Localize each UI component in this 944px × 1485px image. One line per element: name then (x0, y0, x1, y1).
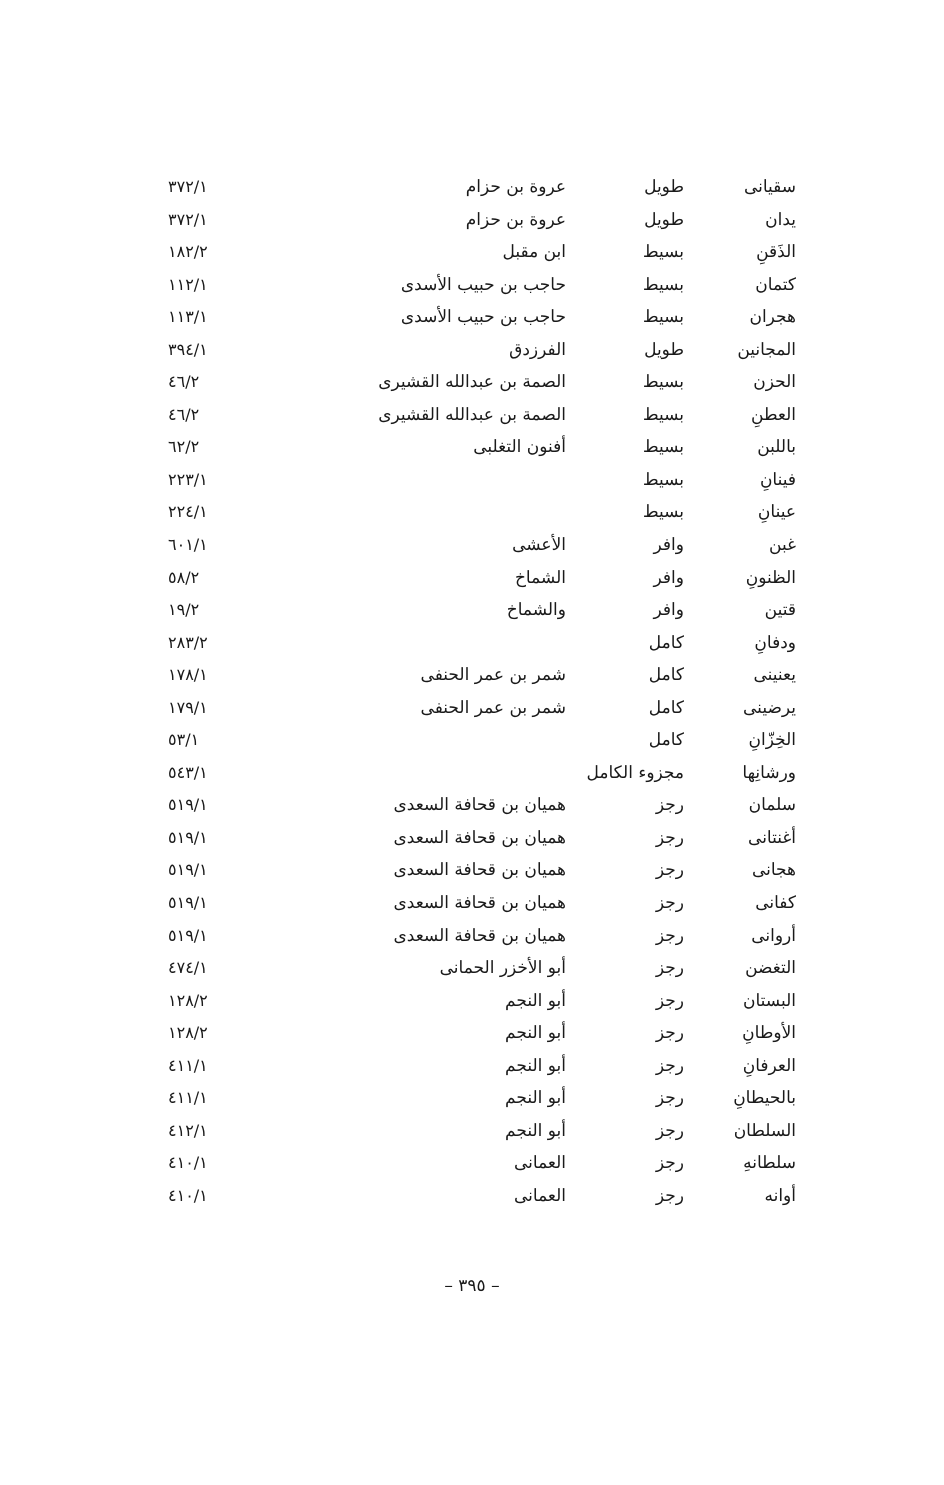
table-row (0, 953, 944, 986)
rhyme-word-cell: الأوطانِ (742, 1023, 796, 1044)
rhyme-word-cell: سلمان (748, 795, 796, 816)
reference-cell: ١٢٨/٢ (168, 1023, 208, 1043)
table-row (0, 921, 944, 954)
rhyme-word-cell: كفانى (755, 893, 796, 914)
table-row (0, 400, 944, 433)
table-row (0, 497, 944, 530)
table-row (0, 563, 944, 596)
poet-cell: أبو النجم (505, 1120, 566, 1141)
reference-cell: ٢٢٣/١ (168, 469, 208, 489)
poet-cell: أبو النجم (505, 1023, 566, 1044)
rhyme-word-cell: البستان (743, 990, 796, 1011)
meter-cell: بسيط (642, 437, 684, 458)
rhyme-word-cell: العرفانِ (742, 1055, 796, 1076)
rhyme-word-cell: الذَقنِ (756, 242, 796, 263)
poet-cell: العمانى (513, 1185, 566, 1206)
table-row (0, 367, 944, 400)
reference-cell: ٢٨٣/٢ (168, 632, 208, 652)
reference-cell: ٣٧٢/١ (168, 177, 208, 196)
table-row (0, 823, 944, 856)
meter-cell: بسيط (642, 404, 684, 425)
table-row (0, 855, 944, 888)
table-row (0, 595, 944, 628)
meter-cell: بسيط (642, 242, 684, 263)
reference-cell: ١٨٢/٢ (168, 242, 208, 262)
poet-cell: الصمة بن عبدالله القشيرى (378, 372, 566, 393)
poet-cell: أبو النجم (505, 1055, 566, 1076)
meter-cell: بسيط (642, 469, 684, 490)
poet-cell: عروة بن حزام (465, 177, 566, 197)
reference-cell: ٥٣/١ (168, 730, 200, 750)
reference-cell: ٤٦/٢ (168, 372, 200, 392)
meter-cell: طويل (644, 339, 684, 360)
table-row (0, 1116, 944, 1149)
table-row (0, 693, 944, 726)
poet-cell: شمر بن عمر الحنفى (420, 665, 566, 686)
table-row (0, 1148, 944, 1181)
table-row (0, 465, 944, 498)
meter-cell: بسيط (642, 372, 684, 393)
reference-cell: ٥٤٣/١ (168, 762, 208, 782)
reference-cell: ٤١٠/١ (168, 1185, 208, 1205)
poet-cell: أفنون التغلبى (473, 437, 566, 458)
meter-cell: رجز (655, 1023, 684, 1044)
rhyme-word-cell: السلطان (733, 1120, 796, 1141)
reference-cell: ٢٢٤/١ (168, 502, 208, 522)
poet-cell: العمانى (513, 1153, 566, 1174)
meter-cell: طويل (644, 209, 684, 230)
rhyme-word-cell: بالحيطانِ (733, 1088, 796, 1109)
reference-cell: ٥١٩/١ (168, 795, 208, 815)
rhyme-word-cell: عينانِ (757, 502, 796, 523)
rhyme-word-cell: فينانِ (759, 469, 796, 490)
reference-cell: ٦٠١/١ (168, 535, 208, 555)
rhyme-word-cell: سقيانى (743, 177, 796, 197)
meter-cell: كامل (648, 632, 684, 653)
meter-cell: بسيط (642, 502, 684, 523)
poet-cell: حاجب بن حبيب الأسدى (400, 274, 566, 295)
reference-cell: ١٧٩/١ (168, 697, 208, 717)
meter-cell: طويل (644, 177, 684, 197)
poet-cell: أبو النجم (505, 1088, 566, 1109)
rhyme-word-cell: سلطانهِ (743, 1153, 796, 1174)
reference-cell: ٥١٩/١ (168, 893, 208, 913)
reference-cell: ٦٢/٢ (168, 437, 200, 457)
meter-cell: وافر (653, 567, 684, 588)
meter-cell: بسيط (642, 307, 684, 328)
table-row (0, 172, 944, 205)
reference-cell: ١١٣/١ (168, 307, 208, 327)
reference-cell: ٥١٩/١ (168, 827, 208, 847)
rhyme-word-cell: الخِزّانِ (748, 730, 796, 751)
table-row (0, 725, 944, 758)
poet-cell: هميان بن قحافة السعدى (393, 795, 566, 816)
rhyme-word-cell: قتين (764, 600, 796, 621)
meter-cell: رجز (655, 1153, 684, 1174)
meter-cell: رجز (655, 893, 684, 914)
reference-cell: ٤١١/١ (168, 1055, 208, 1075)
meter-cell: رجز (655, 1120, 684, 1141)
meter-cell: رجز (655, 925, 684, 946)
rhyme-word-cell: غبن (769, 535, 796, 556)
rhyme-word-cell: العطنِ (751, 404, 796, 425)
poet-cell: ابن مقبل (502, 242, 566, 263)
rhyme-word-cell: ودفانِ (754, 632, 796, 653)
poet-cell: حاجب بن حبيب الأسدى (400, 307, 566, 328)
meter-cell: رجز (655, 958, 684, 979)
rhyme-word-cell: كتمان (755, 274, 796, 295)
poet-cell: عروة بن حزام (465, 209, 566, 230)
poet-cell: الشماخ (514, 567, 566, 588)
table-row (0, 628, 944, 661)
reference-cell: ٤٦/٢ (168, 404, 200, 424)
verse-index-table (0, 172, 944, 1214)
rhyme-word-cell: هجانى (751, 860, 796, 881)
poet-cell: أبو الأخزر الحمانى (439, 958, 566, 979)
rhyme-word-cell: ورشانِها (742, 762, 796, 783)
reference-cell: ١١٢/١ (168, 274, 208, 294)
table-row (0, 660, 944, 693)
meter-cell: كامل (648, 730, 684, 751)
meter-cell: رجز (655, 1088, 684, 1109)
rhyme-word-cell: يرضينى (743, 697, 796, 718)
meter-cell: رجز (655, 1055, 684, 1076)
table-row (0, 790, 944, 823)
meter-cell: رجز (655, 827, 684, 848)
reference-cell: ٥١٩/١ (168, 925, 208, 945)
reference-cell: ٣٩٤/١ (168, 339, 208, 359)
table-row (0, 986, 944, 1019)
rhyme-word-cell: هجران (749, 307, 796, 328)
meter-cell: رجز (655, 1185, 684, 1206)
table-row (0, 530, 944, 563)
table-row (0, 1181, 944, 1214)
table-row (0, 1083, 944, 1116)
rhyme-word-cell: يعنينى (753, 665, 796, 686)
reference-cell: ٥٨/٢ (168, 567, 200, 587)
table-row (0, 1051, 944, 1084)
rhyme-word-cell: أروانى (751, 925, 796, 946)
rhyme-word-cell: المجانين (737, 339, 796, 360)
meter-cell: مجزوء الكامل (586, 762, 684, 783)
page-number: – ٣٩٥ – (444, 1276, 500, 1296)
table-row (0, 237, 944, 270)
meter-cell: وافر (653, 600, 684, 621)
table-row (0, 888, 944, 921)
reference-cell: ٣٧٢/١ (168, 209, 208, 229)
rhyme-word-cell: أغنتانى (748, 827, 796, 848)
reference-cell: ٤١٢/١ (168, 1120, 208, 1140)
poet-cell: هميان بن قحافة السعدى (393, 827, 566, 848)
table-row (0, 758, 944, 791)
reference-cell: ١٢٨/٢ (168, 990, 208, 1010)
reference-cell: ٤١٠/١ (168, 1153, 208, 1173)
rhyme-word-cell: أوانه (764, 1185, 796, 1206)
table-row (0, 205, 944, 238)
reference-cell: ١٧٨/١ (168, 665, 208, 685)
table-row (0, 1018, 944, 1051)
table-row (0, 432, 944, 465)
poet-cell: هميان بن قحافة السعدى (393, 893, 566, 914)
poet-cell: الفرزدق (509, 339, 566, 360)
rhyme-word-cell: الظنونِ (745, 567, 796, 588)
meter-cell: بسيط (642, 274, 684, 295)
meter-cell: رجز (655, 860, 684, 881)
reference-cell: ٥١٩/١ (168, 860, 208, 880)
poet-cell: الأعشى (512, 535, 566, 556)
table-row (0, 270, 944, 303)
poet-cell: والشماخ (506, 600, 566, 621)
reference-cell: ٤١١/١ (168, 1088, 208, 1108)
rhyme-word-cell: التغضن (745, 958, 796, 979)
poet-cell: أبو النجم (505, 990, 566, 1011)
rhyme-word-cell: الحزن (753, 372, 796, 393)
meter-cell: وافر (653, 535, 684, 556)
poet-cell: هميان بن قحافة السعدى (393, 860, 566, 881)
rhyme-word-cell: يدان (765, 209, 796, 230)
poet-cell: هميان بن قحافة السعدى (393, 925, 566, 946)
poet-cell: شمر بن عمر الحنفى (420, 697, 566, 718)
table-row (0, 335, 944, 368)
rhyme-word-cell: باللبن (757, 437, 796, 458)
reference-cell: ٤٧٤/١ (168, 958, 208, 978)
meter-cell: رجز (655, 795, 684, 816)
table-row (0, 302, 944, 335)
reference-cell: ١٩/٢ (168, 600, 200, 620)
poet-cell: الصمة بن عبدالله القشيرى (378, 404, 566, 425)
meter-cell: كامل (648, 665, 684, 686)
meter-cell: رجز (655, 990, 684, 1011)
meter-cell: كامل (648, 697, 684, 718)
